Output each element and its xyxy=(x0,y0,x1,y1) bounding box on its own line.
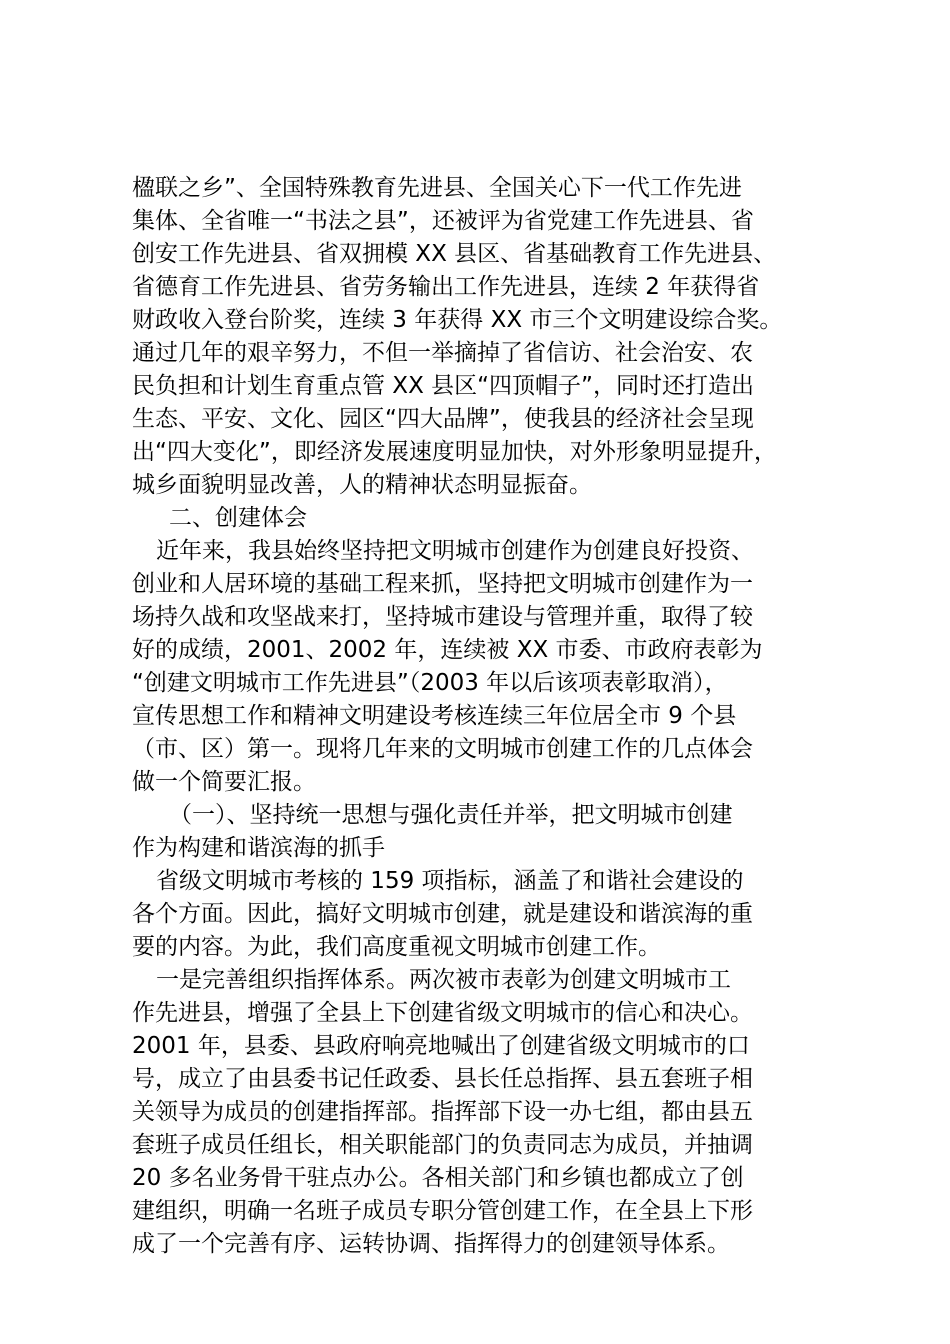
text-line: 城乡面貌明显改善，人的精神状态明显振奋。 xyxy=(132,472,592,498)
text-line: 通过几年的艰辛努力，不但一举摘掉了省信访、社会治安、农 xyxy=(132,340,753,366)
subsection-heading: （一）、坚持统一思想与强化责任并举，把文明城市创建 xyxy=(169,802,733,828)
text-line: 号，成立了由县委书记任政委、县长任总指挥、县五套班子相 xyxy=(132,1066,753,1092)
section-heading: 二、创建体会 xyxy=(169,505,307,531)
text-line: 省德育工作先进县、省劳务输出工作先进县，连续 2 年获得省 xyxy=(132,274,760,300)
text-line: “创建文明城市工作先进县”（2003 年以后该项表彰取消）， xyxy=(132,670,728,696)
text-line: 各个方面。因此，搞好文明城市创建，就是建设和谐滨海的重 xyxy=(132,901,753,927)
text-line: 2001 年，县委、县政府响亮地喊出了创建省级文明城市的口 xyxy=(132,1033,750,1059)
subsection-heading-cont: 作为构建和谐滨海的抓手 xyxy=(132,835,385,861)
text-line: 要的内容。为此，我们高度重视文明城市创建工作。 xyxy=(132,934,661,960)
text-line: （市、区）第一。现将几年来的文明城市创建工作的几点体会 xyxy=(132,736,753,762)
text-line: 出“四大变化”，即经济发展速度明显加快，对外形象明显提升， xyxy=(132,439,777,465)
text-line: 楹联之乡”、全国特殊教育先进县、全国关心下一代工作先进 xyxy=(132,175,742,201)
text-line: 成了一个完善有序、运转协调、指挥得力的创建领导体系。 xyxy=(132,1231,730,1257)
document-body xyxy=(132,172,832,1261)
text-line: 套班子成员任组长，相关职能部门的负责同志为成员，并抽调 xyxy=(132,1132,753,1158)
text-line: 一是完善组织指挥体系。两次被市表彰为创建文明城市工 xyxy=(156,967,731,993)
text-line: 场持久战和攻坚战来打，坚持城市建设与管理并重，取得了较 xyxy=(132,604,753,630)
text-line: 民负担和计划生育重点管 XX 县区“四顶帽子”，同时还打造出 xyxy=(132,373,754,399)
text-line: 好的成绩，2001、2002 年，连续被 XX 市委、市政府表彰为 xyxy=(132,637,763,663)
text-line: 创业和人居环境的基础工程来抓，坚持把文明城市创建作为一 xyxy=(132,571,753,597)
text-line: 作先进县，增强了全县上下创建省级文明城市的信心和决心。 xyxy=(132,1000,753,1026)
text-line: 宣传思想工作和精神文明建设考核连续三年位居全市 9 个县 xyxy=(132,703,737,729)
text-line: 集体、全省唯一“书法之县”，还被评为省党建工作先进县、省 xyxy=(132,208,754,234)
text-line: 近年来，我县始终坚持把文明城市创建作为创建良好投资、 xyxy=(156,538,754,564)
text-line: 生态、平安、文化、园区“四大品牌”，使我县的经济社会呈现 xyxy=(132,406,754,432)
text-line: 做一个简要汇报。 xyxy=(132,769,316,795)
text-line: 关领导为成员的创建指挥部。指挥部下设一办七组，都由县五 xyxy=(132,1099,753,1125)
text-line: 20 多名业务骨干驻点办公。各相关部门和乡镇也都成立了创 xyxy=(132,1165,744,1191)
text-line: 创安工作先进县、省双拥模 XX 县区、省基础教育工作先进县、 xyxy=(132,241,777,267)
text-line: 建组织，明确一名班子成员专职分管创建工作，在全县上下形 xyxy=(132,1198,753,1224)
text-line: 省级文明城市考核的 159 项指标，涵盖了和谐社会建设的 xyxy=(156,868,744,894)
text-line: 财政收入登台阶奖，连续 3 年获得 XX 市三个文明建设综合奖。 xyxy=(132,307,783,333)
